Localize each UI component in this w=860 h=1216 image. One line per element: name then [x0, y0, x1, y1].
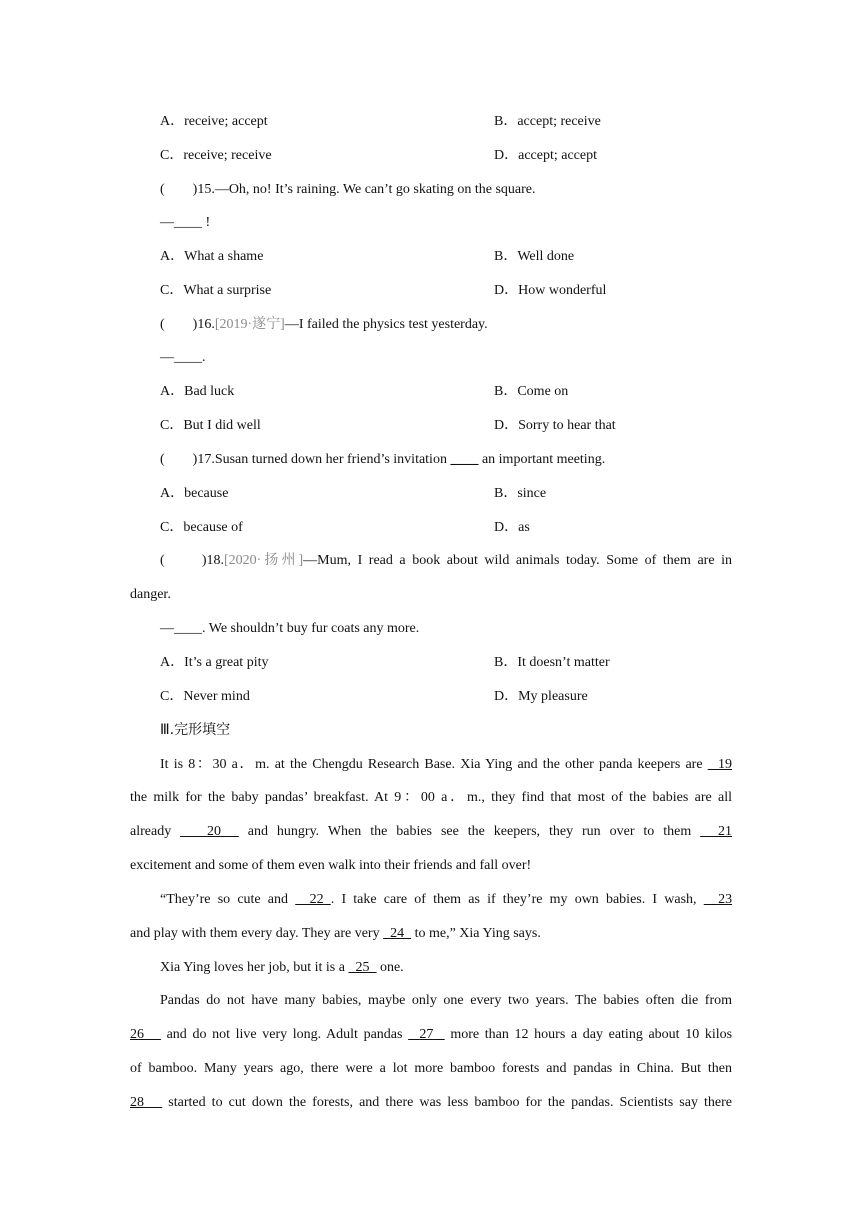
q16-option-c: C．But I did well — [160, 418, 261, 433]
q16-reply: —____. — [160, 350, 206, 365]
passage-text: and play with them every day. They are very — [130, 926, 380, 941]
q16-prefix: ( )16. — [160, 317, 215, 332]
passage-text: more than 12 hours a day eating about 10 kilos — [450, 1027, 733, 1042]
q14-option-d: D．accept; accept — [494, 148, 597, 163]
q17-option-c: C．because of — [160, 520, 243, 535]
q17-option-b: B．since — [494, 486, 547, 501]
q16-stem-line — [160, 316, 488, 334]
q16-option-b: B．Come on — [494, 384, 569, 399]
q18-option-d: D．My pleasure — [494, 689, 588, 704]
q17-blank: ____ — [450, 452, 479, 467]
q17-stem-a: ( )17.Susan turned down her friend’s invitation — [160, 452, 451, 467]
passage-p1-line2: the milk for the baby pandas’ breakfast. At 9：00 a．m., they find that most of the babies are all — [130, 790, 732, 805]
blank-28: 28 — [130, 1095, 144, 1110]
passage-p1-line1 — [160, 756, 732, 774]
passage-p4-line2 — [130, 1026, 732, 1044]
passage-text: started to cut down the forests, and there was less bamboo for the pandas. Scientists say there — [168, 1095, 732, 1110]
q15-option-b: B．Well done — [494, 249, 575, 264]
passage-p4-line3: of bamboo. Many years ago, there were a lot more bamboo forests and pandas in China. But then — [130, 1061, 732, 1076]
q16-stem: —I failed the physics test yesterday. — [284, 317, 488, 332]
q18-source: [2020·扬州] — [224, 553, 304, 568]
section-heading: Ⅲ.完形填空 — [160, 722, 231, 738]
passage-text: It is 8：30 a．m. at the Chengdu Research Base. Xia Ying and the other panda keepers are — [160, 757, 703, 772]
q14-option-c: C．receive; receive — [160, 148, 272, 163]
blank-24: 24 — [390, 926, 405, 941]
q15-reply: —____ ! — [160, 215, 211, 230]
q18-stem: —Mum, I read a book about wild animals today. Some of them are in — [303, 553, 732, 568]
blank-22: 22 — [309, 892, 324, 907]
q17-stem-b: an important meeting. — [478, 452, 606, 467]
passage-text: and hungry. When the babies see the keepers, they run over to them — [247, 824, 692, 839]
q15-option-d: D．How wonderful — [494, 283, 607, 298]
blank-21: 21 — [718, 824, 733, 839]
q18-option-a: A．It’s a great pity — [160, 655, 269, 670]
blank-23: 23 — [718, 892, 733, 907]
passage-text: already — [130, 824, 172, 839]
q18-reply-rest: . We shouldn’t buy fur coats any more. — [202, 621, 420, 636]
passage-text: and do not live very long. Adult pandas — [166, 1027, 403, 1042]
q16-option-d: D．Sorry to hear that — [494, 418, 616, 433]
passage-p2-line1 — [160, 891, 732, 909]
blank-19: 19 — [718, 757, 733, 772]
blank-26: 26 — [130, 1027, 144, 1042]
q18-stem-cont: danger. — [130, 587, 171, 602]
passage-text: “They’re so cute and — [160, 892, 289, 907]
q18-reply-blank: —____ — [160, 621, 202, 636]
q18-reply-line — [160, 620, 419, 638]
q17-option-a: A．because — [160, 486, 229, 501]
blank-20: 20 — [206, 824, 221, 839]
q18-option-b: B．It doesn’t matter — [494, 655, 610, 670]
passage-p4-line1: Pandas do not have many babies, maybe only one every two years. The babies often die from — [160, 993, 732, 1008]
q16-source: [2019·遂宁] — [214, 317, 285, 332]
q14-option-a: A．receive; accept — [160, 114, 268, 129]
q18-option-c: C．Never mind — [160, 689, 250, 704]
q18-prefix: ( )18. — [160, 553, 224, 568]
passage-text: Xia Ying loves her job, but it is a — [160, 960, 345, 975]
passage-p1-line4: excitement and some of them even walk into their friends and fall over! — [130, 858, 532, 873]
passage-text: one. — [379, 960, 404, 975]
passage-text: to me,” Xia Ying says. — [414, 926, 541, 941]
passage-p3 — [160, 959, 404, 977]
q17-option-d: D．as — [494, 520, 530, 535]
q15-option-a: A．What a shame — [160, 249, 264, 264]
blank-25: 25 — [355, 960, 370, 975]
q16-option-a: A．Bad luck — [160, 384, 235, 399]
passage-text: . I take care of them as if they’re my own babies. I wash, — [330, 892, 697, 907]
blank-27: 27 — [419, 1027, 434, 1042]
q14-option-b: B．accept; receive — [494, 114, 601, 129]
q18-stem-line — [160, 552, 732, 570]
q17-stem-line — [160, 451, 605, 469]
q15-stem: ( )15.—Oh, no! It’s raining. We can’t go skating on the square. — [160, 182, 536, 197]
q15-option-c: C．What a surprise — [160, 283, 272, 298]
passage-p1-line3 — [130, 823, 732, 841]
passage-p4-line4 — [130, 1094, 732, 1112]
passage-p2-line2 — [130, 925, 541, 943]
